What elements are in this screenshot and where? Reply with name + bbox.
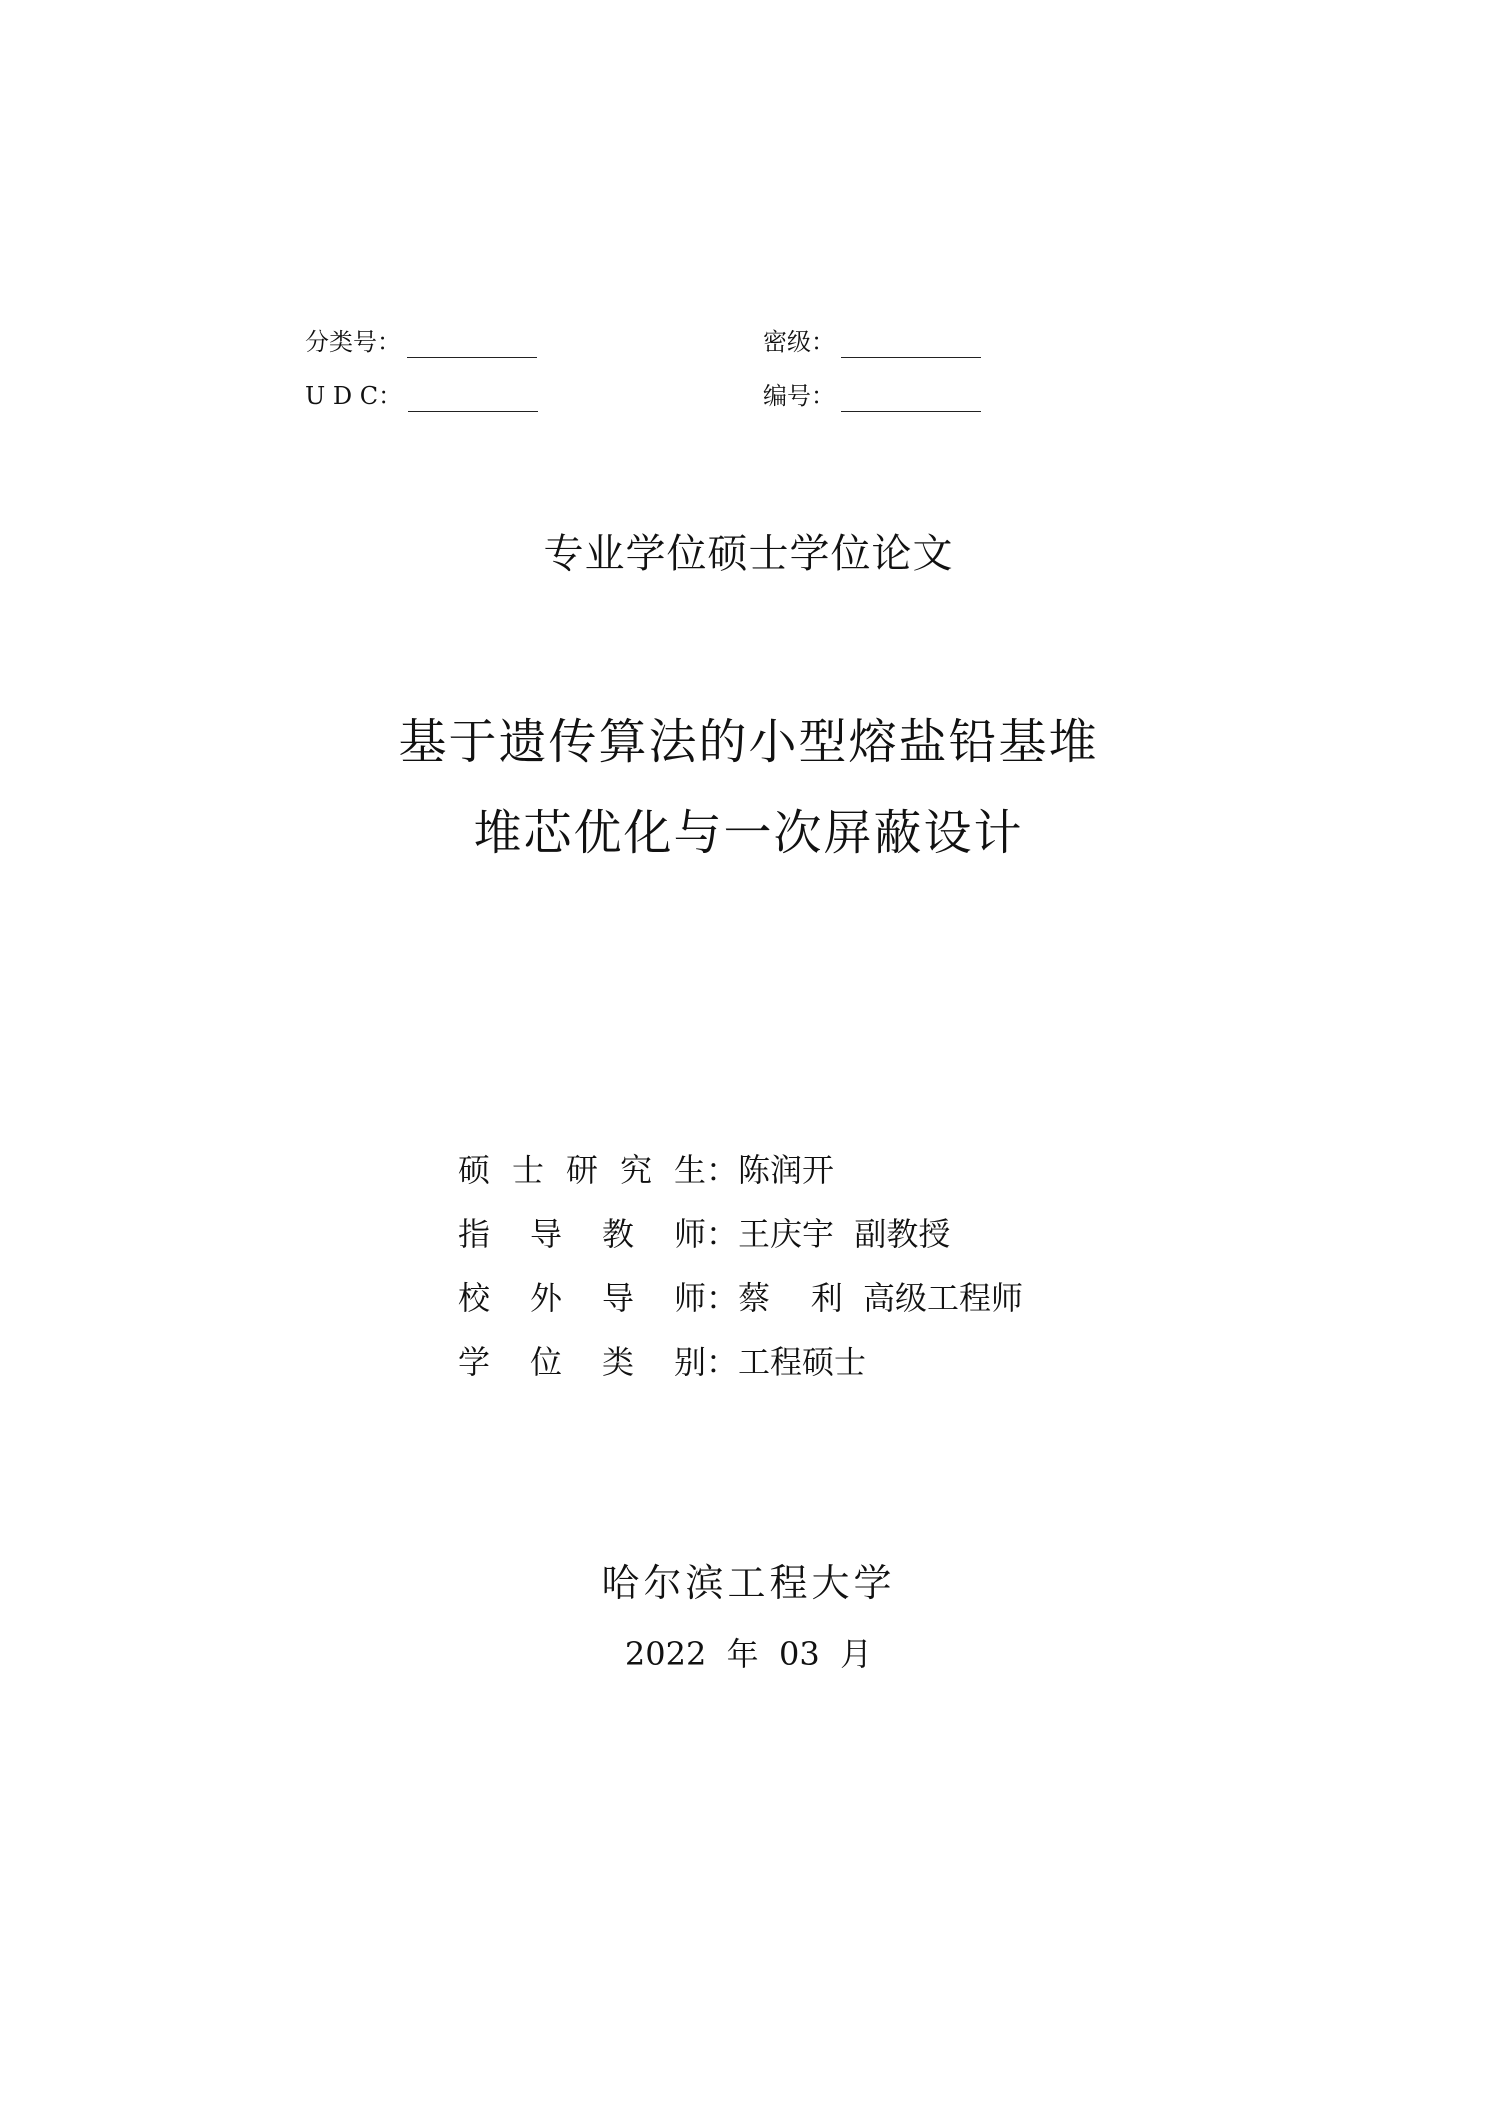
student-row [458, 1148, 834, 1192]
advisor-name: 王庆宇 副教授 [738, 1215, 951, 1253]
secret-level-blank [841, 331, 981, 358]
classification-blank [407, 331, 537, 358]
thesis-title-line-1: 基于遗传算法的小型熔盐铅基堆 [398, 714, 1099, 770]
advisor-label: 指 导 教 师 [458, 1215, 706, 1253]
external-advisor-name: 蔡 利 高级工程师 [738, 1279, 1024, 1317]
udc-field [305, 380, 538, 412]
external-advisor-colon: ： [706, 1279, 739, 1317]
secret-level-label: 密级： [763, 328, 835, 356]
udc-blank [408, 385, 538, 412]
udc-label: U D C： [305, 382, 403, 410]
classification-label: 分类号： [305, 328, 401, 356]
external-advisor-row [458, 1276, 1023, 1320]
submission-date: 2022 年 03 月 [624, 1635, 873, 1673]
advisor-row [458, 1212, 950, 1256]
secret-level-field [763, 326, 981, 358]
thesis-title-line-2: 堆芯优化与一次屏蔽设计 [473, 805, 1024, 861]
classification-field [305, 326, 537, 358]
degree-category-colon: ： [706, 1343, 739, 1381]
serial-number-label: 编号： [763, 382, 835, 410]
serial-number-field [763, 380, 981, 412]
degree-category-value: 工程硕士 [738, 1343, 867, 1381]
degree-category-label: 学 位 类 别 [458, 1343, 706, 1381]
advisor-colon: ： [706, 1215, 739, 1253]
university-name: 哈尔滨工程大学 [601, 1561, 896, 1605]
degree-type-heading: 专业学位硕士学位论文 [543, 531, 954, 577]
student-name: 陈润开 [738, 1151, 835, 1189]
student-colon: ： [706, 1151, 739, 1189]
student-label: 硕 士 研 究 生 [458, 1151, 706, 1189]
serial-number-blank [841, 385, 981, 412]
degree-category-row [458, 1340, 866, 1384]
external-advisor-label: 校 外 导 师 [458, 1279, 706, 1317]
